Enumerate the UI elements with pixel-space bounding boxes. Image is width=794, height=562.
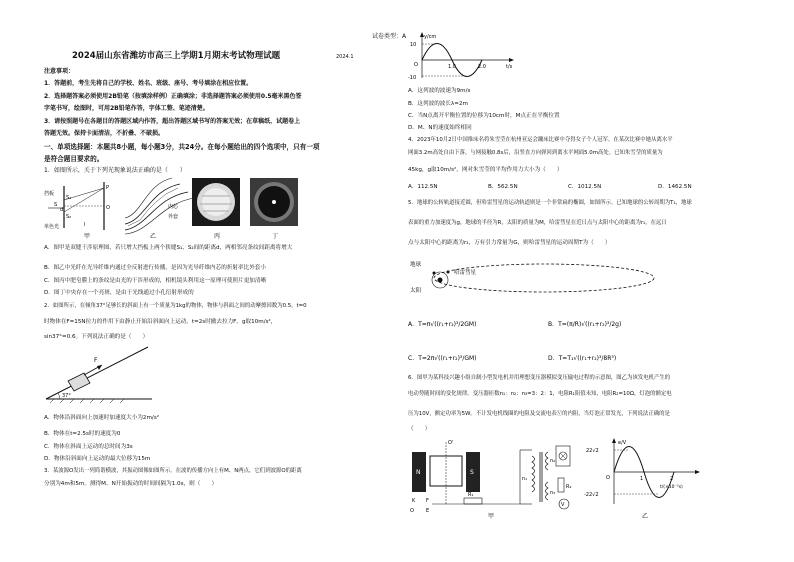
q6-label-n2: n₂ (550, 458, 556, 464)
q6-label-F: F (426, 498, 429, 504)
q6-label-E: E (426, 508, 430, 514)
q2-label-angle: 37° (62, 393, 71, 399)
q3-option-c: C．当N点离开平衡位置的位移为10cm时，M点正在平衡位置 (408, 113, 560, 119)
q6-line4: （ ） (408, 426, 431, 432)
q6-graph-tick-2: 2 (670, 476, 674, 482)
q3-tick-neg10: -10 (408, 75, 417, 81)
q1-label-cladding: 外套 (168, 214, 179, 220)
q4-line2: 网面3.2m高处自由下落，与网接触0.8s后，沿竖直方向弹回到离水平网面5.0m高处。已知朱雪莹的质量为 (408, 150, 663, 156)
q5-label-earth: 地球 (410, 262, 422, 268)
section1-line1: 一、单项选择题：本题共8小题，每小题3分，共24分。在每小题给出的四个选项中，只有一项 (44, 143, 320, 151)
q1-label-O: O (106, 205, 110, 211)
q1-option-c: C．图丙中肥皂膜上的条纹是由光的干涉形成的，相机镜头利用这一原理可使照片更加清晰 (44, 278, 267, 284)
q6-graph-xlabel: t/(×10⁻²s) (660, 485, 683, 490)
q1-label-monochrome: 单色光 (44, 224, 60, 230)
q3-figure-vibration-graph (408, 30, 518, 82)
q6-graph-origin: O (606, 475, 610, 481)
q6-figure-generator (408, 436, 578, 520)
q6-label-n1: n₁ (522, 476, 528, 482)
q6-graph-trough: -22√2 (584, 492, 599, 498)
q2-line1: 2．如图所示，在倾角37°足够长的斜面上有一个质量为1kg的物体，物体与斜面之间的动摩擦因数为0.5，t=0 (44, 303, 307, 309)
q1-label-core: 内芯 (168, 204, 179, 210)
q3-line2: 分别为4m和5m。测得M、N开始振动的时间间隔为1.0s，则（ ） (44, 481, 218, 487)
q1-fig-yi: 乙 (150, 233, 157, 238)
q6-label-K: K (412, 498, 416, 504)
q5-options (408, 310, 768, 370)
q6-fig-yi: 乙 (642, 513, 649, 520)
q5-option-d: D．T=T₁√((r₁+r₂)³/8R³) (548, 355, 617, 362)
q1-fig-bing: 丙 (214, 233, 221, 240)
q6-label-O: O (410, 508, 414, 514)
q4-option-c: C．1012.5N (568, 184, 602, 190)
q2-label-F: F (94, 357, 98, 364)
q3-tick-origin: O (414, 62, 418, 68)
q1-fig-jia: 甲 (84, 233, 91, 240)
note-3b: 答题无效。保持卡面清洁，不折叠、不破损。 (44, 130, 165, 137)
q1-label-l: l (84, 222, 86, 228)
q3-xlabel: t/s (506, 64, 513, 70)
q6-line1: 6．图甲为某科技兴趣小组自制小型发电机并用理想变压器模拟变压输电过程的示意图，图乙为该发电机产生的 (408, 375, 671, 381)
q2-option-a: A．物体沿斜面向上加速时加速度大小为2m/s² (44, 415, 159, 421)
q6-figure-emf-graph (584, 436, 704, 520)
q2-line3: sin37°=0.6。下列说法正确的是（ ） (44, 334, 149, 340)
q5-option-c: C．T=2π√((r₁+r₂)³/GM) (408, 355, 477, 362)
q2-figure-incline (44, 343, 156, 405)
q4-option-d: D．1462.5N (658, 184, 692, 190)
q6-label-R2: R₂ (566, 484, 572, 490)
section1-line2: 是符合题目要求的。 (44, 155, 104, 163)
q5-label-sun: 太阳 (410, 288, 422, 294)
q5-label-comet: 哈雷彗星 (454, 270, 477, 276)
q1-label-d: d (60, 207, 64, 213)
q3-tick-1: 1.0 (448, 64, 456, 70)
q6-label-V: V (561, 502, 565, 508)
q1-label-board: 挡板 (44, 191, 55, 197)
notes-heading: 注意事项： (44, 68, 75, 75)
q1-option-a: A．图甲是双缝干涉原理图，若只增大挡板上两个狭缝S₁、S₂间的距离d，两相邻亮条纹间距离将增大 (44, 245, 293, 251)
q1-fig-ding: 丁 (272, 233, 279, 240)
q5-line1: 5．地球的公转轨道接近圆，但哈雷彗星的运动轨道则是一个非常扁的椭圆，如图所示。已知地球的公转周期为T₁，地球 (408, 200, 692, 206)
q1-option-d: D．图丁中央存在一个亮斑，是由于光线通过小孔衍射形成的 (44, 290, 194, 296)
q1-option-b: B．图乙中光纤在光导纤维内通过全反射进行传播，是因为光导纤维内芯的折射率比外套小 (44, 265, 266, 271)
q6-line3: 压为10V，额定功率为5W。不计发电机线圈的电阻及交流电表Ⓥ的内阻，当灯泡正常发光，下列说法正确的是 (408, 411, 670, 417)
q2-option-b: B．物体在t=2.5s时的速度为0 (44, 431, 121, 437)
q1-label-S: S (54, 202, 58, 208)
q3-tick-2: 2.0 (478, 64, 486, 70)
q1-figure-optical-fiber (120, 176, 200, 238)
q1-figure-soap-film (192, 178, 244, 240)
q5-line2: 表面的重力加速度为g，地球的半径为R，太阳的质量为M，哈雷彗星在近日点与太阳中心的距离为r₁，在远日 (408, 220, 667, 226)
q6-graph-tick-1: 1 (640, 476, 644, 482)
q6-label-n3: n₃ (550, 490, 556, 496)
q1-label-S2: S₂ (66, 214, 72, 220)
q2-option-d: D．物体沿斜面向上运动的最大位移为15m (44, 456, 151, 462)
q3-ylabel: y/cm (424, 34, 437, 40)
note-1: 1．答题前，考生先将自己的学校、姓名、班级、座号、考号填涂在相应位置。 (44, 80, 253, 87)
q5-option-a: A．T=π√((r₁+r₂)³/2GM) (408, 321, 477, 328)
q6-graph-peak: 22√2 (586, 448, 599, 454)
q2-line2: 时物体在F=15N拉力的作用下由静止开始沿斜面向上运动，t=2s时撤去拉力F。g取10m/s²， (44, 319, 277, 325)
q3-option-b: B．这列波的波长λ=2m (408, 101, 468, 107)
q6-label-R1: R₁ (468, 492, 474, 498)
q1-stem: 1．如图所示，关于下列光现象说法正确的是（ ） (44, 167, 186, 174)
note-3a: 3．请按照题号在各题目的答题区域内作答，超出答题区域书写的答案无效；在草稿纸、试题卷上 (44, 118, 301, 125)
q4-line3: 45kg，g取10m/s²，网对朱雪莹的平均作用力大小为（ ） (408, 167, 563, 173)
q5-option-b: B．T=(π/R)√((r₁+r₂)³/2g) (548, 321, 622, 328)
q3-tick-10: 10 (410, 42, 417, 48)
q5-figure-orbit (408, 254, 658, 306)
q5-line3: 点与太阳中心的距离为r₂，万有引力常量为G，则哈雷彗星的运动周期T为（ ） (408, 240, 611, 246)
q4-line1: 4．2023年10月2日中国推床名将朱雪莹在杭州亚运会蹦床比赛中夺得女子个人冠军。在某次比赛中她从离水平 (408, 137, 673, 143)
q1-figure-poisson-spot (250, 178, 302, 240)
q6-label-S: S (470, 469, 474, 476)
q1-label-S1: S₁ (66, 195, 72, 201)
note-2a: 2．选择题答案必须使用2B铅笔（按填涂样例）正确填涂；非选择题答案必须使用0.5毫米黑色签 (44, 93, 302, 100)
q1-label-P: P (106, 185, 110, 191)
note-2b: 字笔书写，绘图时，可用2B铅笔作答，字体工整、笔迹清楚。 (44, 105, 209, 112)
q6-label-N: N (416, 469, 421, 476)
q6-fig-jia: 甲 (488, 513, 495, 520)
q4-option-b: B．562.5N (488, 184, 518, 190)
q3-option-a: A．这列波的波速为9m/s (408, 88, 471, 94)
exam-type: 试卷类型：A (372, 33, 407, 40)
q6-line2: 电动势随时间的变化规律。变压器匝数n₁：n₂：n₃=3：2：1，电阻R₁阻值未知，电阻R₂=10Ω，灯泡的额定电 (408, 391, 672, 397)
q6-label-O-prime: O' (448, 440, 454, 446)
q4-option-a: A．112.5N (408, 184, 438, 190)
q2-option-c: C．物体在斜面上运动的总时间为3s (44, 444, 133, 450)
paper-title: 2024届山东省潍坊市高三上学期1月期末考试物理试题 (72, 51, 281, 61)
q3-option-d: D．M、N的速度始终相同 (408, 125, 472, 131)
q6-graph-ylabel: e/V (618, 440, 627, 446)
q3-line1: 3．某波源O发出一列简谐横波，其振动图像如图所示。在波的传播方向上有M、N两点，它们到波源O的距离 (44, 468, 302, 474)
paper-date: 2024.1 (336, 54, 354, 60)
